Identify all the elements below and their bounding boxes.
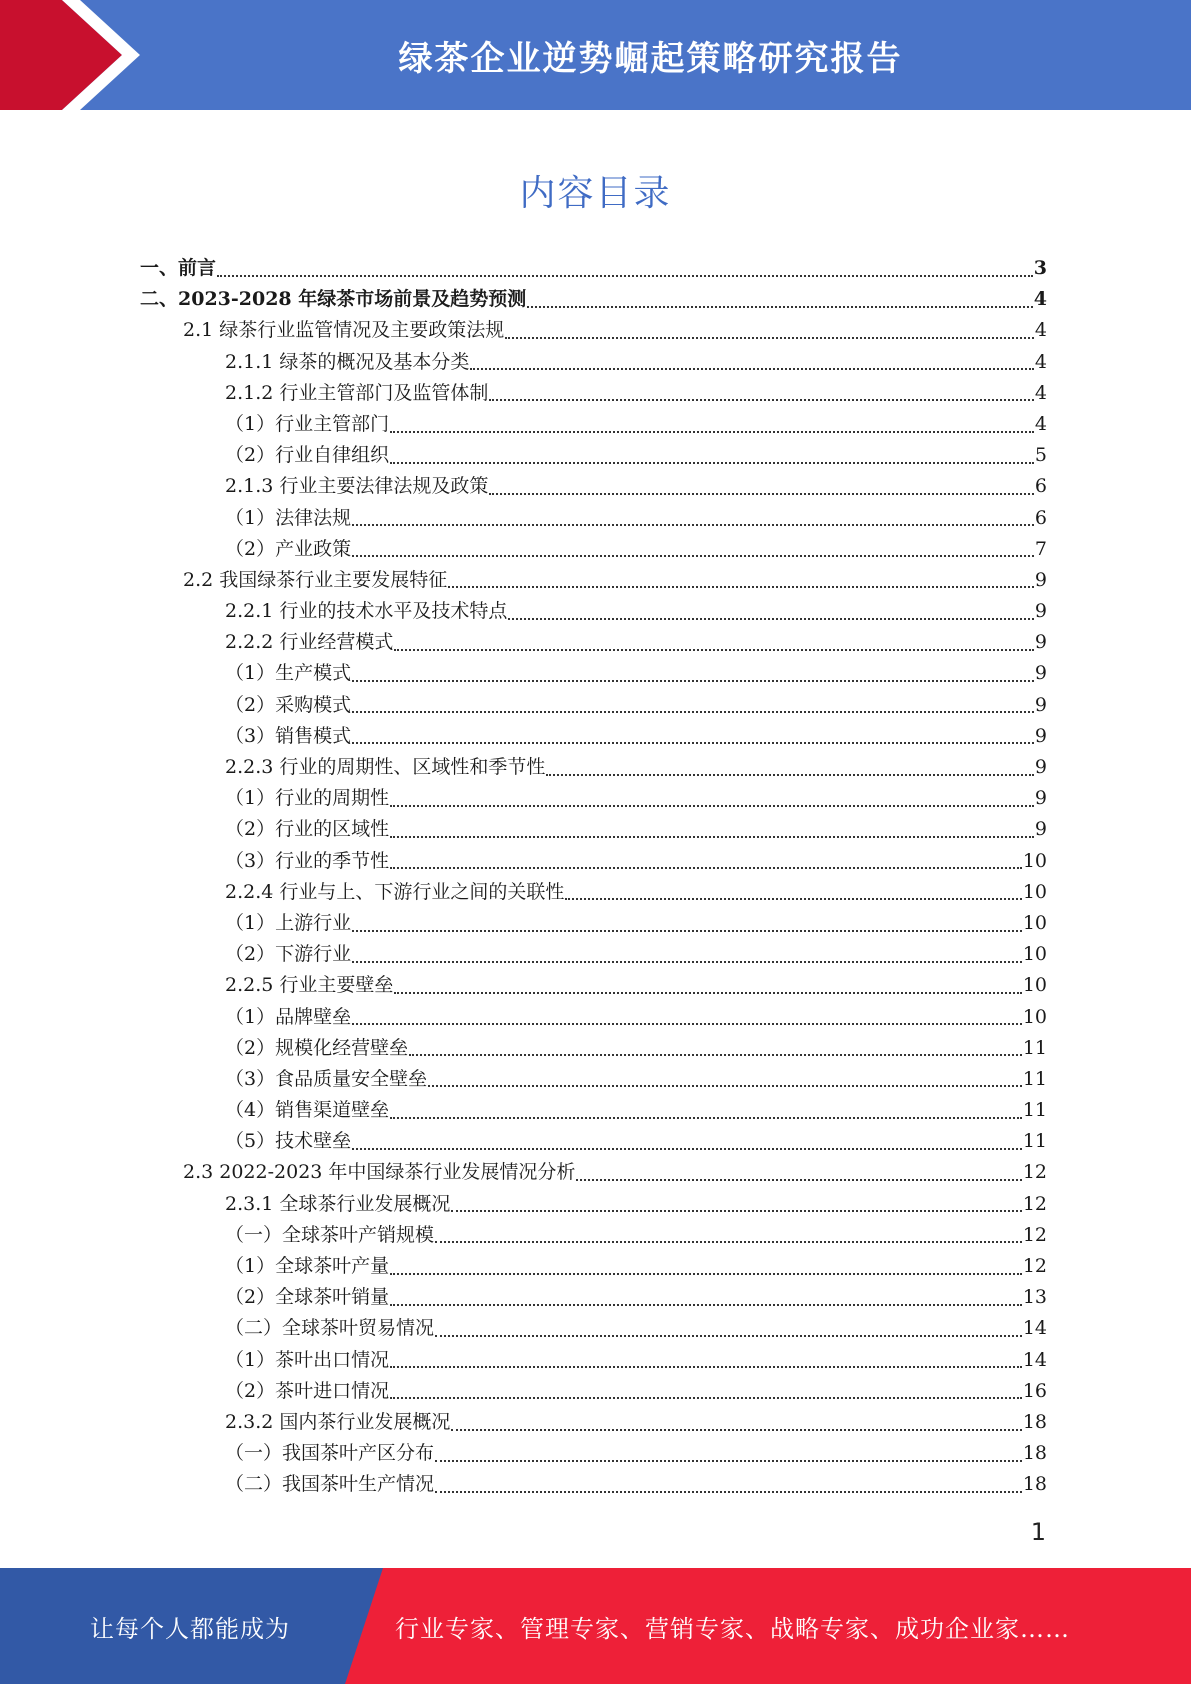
toc-entry[interactable] (140, 378, 1047, 409)
toc-dot-leader (390, 867, 1022, 869)
toc-entry[interactable] (140, 908, 1047, 939)
page-number: 1 (1030, 1518, 1046, 1546)
toc-entry[interactable] (140, 440, 1047, 471)
toc-entry[interactable] (140, 1189, 1047, 1220)
toc-entry[interactable] (140, 1220, 1047, 1251)
toc-dot-leader (508, 618, 1034, 620)
toc-entry-label: （2）行业自律组织 (225, 444, 390, 467)
toc-entry[interactable] (140, 1157, 1047, 1188)
toc-entry-label: （一）全球茶叶产销规模 (225, 1223, 435, 1246)
toc-entry[interactable] (140, 1345, 1047, 1376)
toc-dot-leader (352, 524, 1034, 526)
toc-dot-leader (394, 649, 1034, 651)
toc-dot-leader (217, 275, 1033, 277)
header-chevron-decoration (0, 0, 160, 110)
toc-dot-leader (390, 836, 1034, 838)
toc-entry-label: 2.2.3 行业的周期性、区域性和季节性 (225, 756, 546, 778)
toc-dot-leader (489, 399, 1034, 401)
toc-dot-leader (505, 337, 1034, 339)
toc-entry-page: 18 (1022, 1410, 1047, 1433)
toc-heading: 内容目录 (519, 173, 672, 214)
toc-entry-page: 9 (1034, 724, 1047, 747)
toc-entry-label: （1）生产模式 (225, 662, 352, 685)
toc-dot-leader (390, 1273, 1022, 1275)
toc-entry[interactable] (140, 1251, 1047, 1282)
toc-entry-label: （2）采购模式 (225, 693, 352, 716)
toc-entry-label: （3）销售模式 (225, 724, 352, 747)
toc-entry-page: 5 (1034, 444, 1047, 467)
toc-entry-page: 6 (1034, 475, 1047, 498)
toc-entry-page: 9 (1034, 600, 1047, 623)
toc-entry-label: （1）茶叶出口情况 (225, 1348, 390, 1371)
toc-entry-label: （一）我国茶叶产区分布 (225, 1442, 435, 1465)
toc-entry[interactable] (140, 658, 1047, 689)
toc-entry[interactable] (140, 253, 1047, 284)
toc-entry[interactable] (140, 627, 1047, 658)
toc-entry-page: 4 (1034, 350, 1047, 373)
toc-entry-page: 9 (1034, 756, 1047, 778)
toc-dot-leader (435, 1491, 1022, 1493)
toc-entry-page: 12 (1022, 1161, 1047, 1184)
toc-dot-leader (352, 1148, 1022, 1150)
toc-entry[interactable] (140, 877, 1047, 908)
toc-entry-label: （二）我国茶叶生产情况 (225, 1473, 435, 1496)
toc-entry-label: 2.2.2 行业经营模式 (225, 631, 394, 654)
toc-entry-page: 12 (1022, 1192, 1047, 1215)
toc-entry-page: 4 (1034, 381, 1047, 404)
toc-dot-leader (390, 431, 1034, 433)
toc-entry[interactable] (140, 1002, 1047, 1033)
toc-entry-page: 9 (1034, 631, 1047, 654)
toc-entry-page: 4 (1033, 288, 1047, 311)
toc-dot-leader (489, 493, 1034, 495)
toc-entry-page: 9 (1034, 693, 1047, 716)
toc-entry-page: 9 (1034, 568, 1047, 591)
toc-entry[interactable] (140, 347, 1047, 378)
toc-entry-label: 2.1.1 绿茶的概况及基本分类 (225, 350, 470, 373)
toc-entry[interactable] (140, 409, 1047, 440)
toc-entry[interactable] (140, 503, 1047, 534)
toc-dot-leader (352, 1023, 1022, 1025)
toc-entry-page: 12 (1022, 1223, 1047, 1246)
toc-entry-page: 10 (1022, 974, 1047, 997)
toc-entry-page: 10 (1022, 1005, 1047, 1028)
toc-entry-label: （3）食品质量安全壁垒 (225, 1067, 428, 1090)
toc-entry-page: 11 (1022, 1067, 1047, 1090)
toc-entry-page: 4 (1034, 412, 1047, 435)
footer-slogan-right: 行业专家、管理专家、营销专家、战略专家、成功企业家…… (395, 1614, 1070, 1643)
toc-entry-label: （1）行业主管部门 (225, 412, 390, 435)
toc-entry-label: 2.2.5 行业主要壁垒 (225, 974, 394, 997)
toc-dot-leader (390, 805, 1034, 807)
toc-entry-page: 14 (1022, 1317, 1047, 1340)
toc-entry-label: 2.3.1 全球茶行业发展概况 (225, 1192, 451, 1215)
toc-dot-leader (527, 306, 1033, 308)
toc-dot-leader (565, 898, 1021, 900)
report-footer (0, 1568, 1191, 1684)
toc-entry-label: （1）上游行业 (225, 911, 352, 934)
toc-entry-label: （1）法律法规 (225, 506, 352, 529)
toc-entry[interactable] (140, 690, 1047, 721)
toc-entry-page: 9 (1034, 818, 1047, 841)
toc-entry-label: 二、2023-2028 年绿茶市场前景及趋势预测 (140, 288, 527, 311)
toc-dot-leader (352, 680, 1034, 682)
toc-dot-leader (409, 1054, 1022, 1056)
toc-dot-leader (352, 742, 1034, 744)
toc-entry-page: 9 (1034, 662, 1047, 685)
toc-entry-label: （1）品牌壁垒 (225, 1005, 352, 1028)
toc-entry-label: 2.1.2 行业主管部门及监管体制 (225, 381, 489, 404)
toc-entry-label: （二）全球茶叶贸易情况 (225, 1317, 435, 1340)
toc-entry[interactable] (140, 1313, 1047, 1344)
toc-dot-leader (435, 1241, 1022, 1243)
toc-entry[interactable] (140, 565, 1047, 596)
toc-entry[interactable] (140, 471, 1047, 502)
toc-entry[interactable] (140, 1469, 1047, 1500)
toc-entry-label: （2）规模化经营壁垒 (225, 1036, 409, 1059)
toc-dot-leader (352, 961, 1022, 963)
toc-dot-leader (448, 586, 1034, 588)
toc-dot-leader (352, 930, 1022, 932)
toc-entry-label: 2.1 绿茶行业监管情况及主要政策法规 (183, 319, 505, 342)
toc-entry-page: 10 (1022, 911, 1047, 934)
toc-entry[interactable] (140, 1033, 1047, 1064)
toc-dot-leader (390, 1117, 1022, 1119)
toc-entry-page: 13 (1022, 1286, 1047, 1309)
toc-dot-leader (352, 555, 1034, 557)
toc-entry[interactable] (140, 970, 1047, 1001)
toc-entry[interactable] (140, 1438, 1047, 1469)
toc-entry-label: （2）下游行业 (225, 943, 352, 966)
toc-entry-page: 11 (1022, 1036, 1047, 1059)
toc-entry-label: 2.3 2022-2023 年中国绿茶行业发展情况分析 (183, 1161, 576, 1184)
toc-entry[interactable] (140, 284, 1047, 315)
toc-entry[interactable] (140, 814, 1047, 845)
toc-entry[interactable] (140, 1095, 1047, 1126)
toc-entry-label: 2.1.3 行业主要法律法规及政策 (225, 475, 489, 498)
toc-entry[interactable] (140, 783, 1047, 814)
toc-entry-label: （2）全球茶叶销量 (225, 1286, 390, 1309)
toc-entry-label: 2.2.1 行业的技术水平及技术特点 (225, 600, 508, 623)
toc-entry-page: 11 (1022, 1099, 1047, 1122)
toc-entry-page: 11 (1022, 1130, 1047, 1153)
toc-entry-label: 一、前言 (140, 257, 217, 279)
toc-entry-label: 2.3.2 国内茶行业发展概况 (225, 1410, 451, 1433)
toc-entry[interactable] (140, 1376, 1047, 1407)
toc-entry[interactable] (140, 1282, 1047, 1313)
toc-entry-page: 4 (1034, 319, 1047, 342)
toc-entry-page: 10 (1022, 849, 1047, 872)
toc-entry-page: 12 (1022, 1255, 1047, 1277)
toc-entry-page: 10 (1022, 943, 1047, 966)
toc-entry-page: 7 (1034, 537, 1047, 560)
toc-entry-label: （1）行业的周期性 (225, 787, 390, 810)
toc-entry-label: 2.2.4 行业与上、下游行业之间的关联性 (225, 880, 565, 903)
toc-entry-page: 14 (1022, 1348, 1047, 1371)
toc-entry-label: （5）技术壁垒 (225, 1130, 352, 1153)
report-title: 绿茶企业逆势崛起策略研究报告 (398, 38, 903, 79)
toc-entry-page: 10 (1022, 880, 1047, 903)
toc-entry[interactable] (140, 1407, 1047, 1438)
toc-dot-leader (576, 1179, 1021, 1181)
toc-entry-page: 18 (1022, 1442, 1047, 1465)
toc-entry-label: （1）全球茶叶产量 (225, 1255, 390, 1277)
toc-entry-page: 18 (1022, 1473, 1047, 1496)
toc-dot-leader (451, 1429, 1021, 1431)
toc-entry-page: 16 (1022, 1379, 1047, 1402)
toc-dot-leader (390, 1366, 1022, 1368)
toc-dot-leader (428, 1085, 1022, 1087)
table-of-contents (140, 253, 1047, 1501)
toc-entry-label: （4）销售渠道壁垒 (225, 1099, 390, 1122)
toc-entry[interactable] (140, 752, 1047, 783)
toc-entry-label: （2）茶叶进口情况 (225, 1379, 390, 1402)
footer-slogan-left: 让每个人都能成为 (90, 1614, 290, 1643)
toc-entry-page: 3 (1033, 257, 1047, 279)
toc-entry[interactable] (140, 315, 1047, 346)
toc-dot-leader (390, 1304, 1022, 1306)
toc-entry[interactable] (140, 1064, 1047, 1095)
toc-entry[interactable] (140, 534, 1047, 565)
toc-entry-label: （2）产业政策 (225, 537, 352, 560)
toc-entry[interactable] (140, 1126, 1047, 1157)
toc-entry-label: （3）行业的季节性 (225, 849, 390, 872)
toc-dot-leader (546, 774, 1034, 776)
toc-entry-page: 9 (1034, 787, 1047, 810)
toc-entry[interactable] (140, 596, 1047, 627)
toc-entry[interactable] (140, 846, 1047, 877)
toc-entry-label: （2）行业的区域性 (225, 818, 390, 841)
toc-entry-page: 6 (1034, 506, 1047, 529)
toc-dot-leader (435, 1335, 1022, 1337)
toc-dot-leader (394, 992, 1021, 994)
toc-dot-leader (435, 1460, 1022, 1462)
toc-dot-leader (390, 462, 1034, 464)
toc-dot-leader (451, 1210, 1021, 1212)
toc-entry[interactable] (140, 721, 1047, 752)
toc-dot-leader (352, 711, 1034, 713)
toc-entry-label: 2.2 我国绿茶行业主要发展特征 (183, 568, 448, 591)
toc-dot-leader (390, 1397, 1022, 1399)
report-header (0, 0, 1191, 110)
toc-dot-leader (470, 368, 1034, 370)
toc-entry[interactable] (140, 939, 1047, 970)
